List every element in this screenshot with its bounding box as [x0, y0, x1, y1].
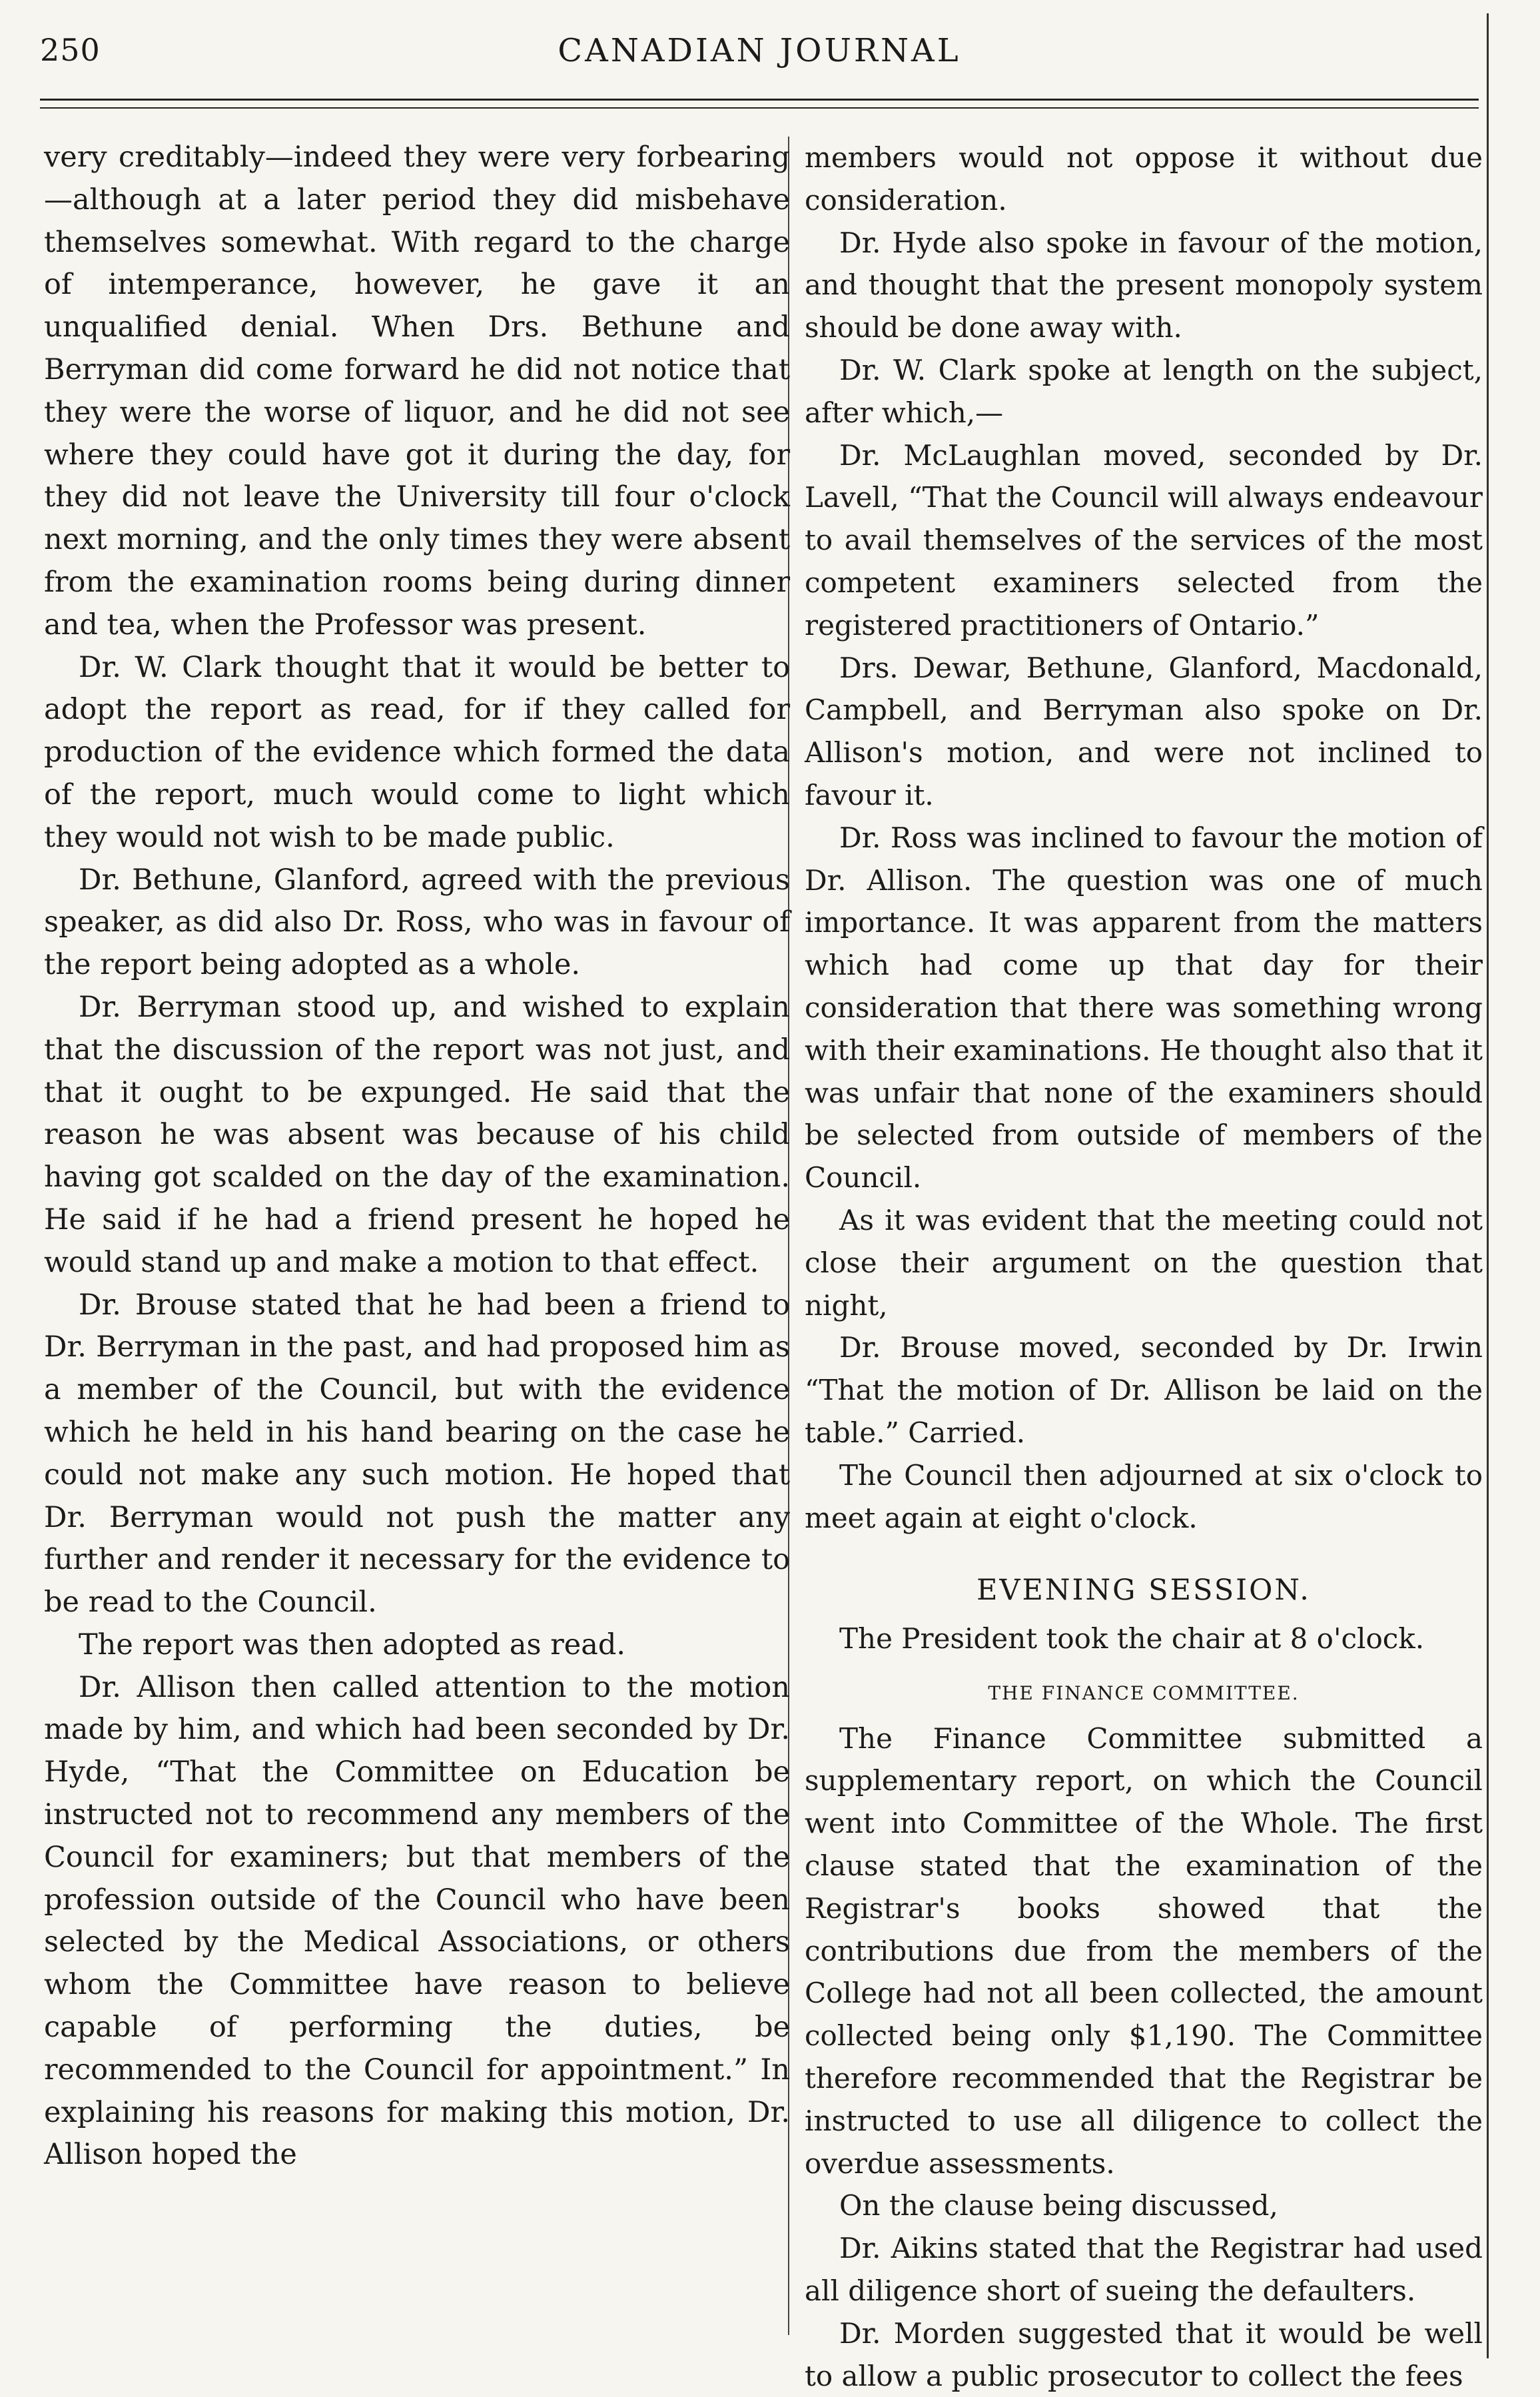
paragraph: Dr. Hyde also spoke in favour of the motion, and thought that the present monopoly system should be done away with.	[805, 226, 1483, 344]
paragraph: Dr. Ross was inclined to favour the motion of Dr. Allison. The question was one of much importance. It was apparent from the matters which had come up that day for their consideration that there was something wrong with their examinations. He thought also that it was unfair that none of the examiners should be selected from outside of members of the Council.	[805, 821, 1483, 1195]
paragraph: On the clause being discussed,	[839, 2189, 1278, 2222]
paragraph: Dr. Brouse stated that he had been a friend to Dr. Berryman in the past, and had proposed him as a member of the Council, but with the evidence which he held in his hand bearing on the case he could not make any such motion. He hoped that Dr. Berryman would not push the matter any further and render it necessary for the evidence to be read to the Council.	[44, 1288, 790, 1620]
paragraph: The report was then adopted as read.	[79, 1628, 626, 1662]
paragraph: Dr. W. Clark thought that it would be better to adopt the report as read, for if they called for production of the evidence which formed the data of the report, much would come to light which they would not wish to be made public.	[44, 650, 790, 854]
paragraph: Dr. Bethune, Glanford, agreed with the previous speaker, as did also Dr. Ross, who was in favour of the report being adopted as a whole.	[44, 863, 790, 982]
paragraph: Dr. Brouse moved, seconded by Dr. Irwin “That the motion of Dr. Allison be laid on the table.” Carried.	[805, 1331, 1483, 1449]
paragraph: Dr. Berryman stood up, and wished to explain that the discussion of the report was not just, and that it ought to be expunged. He said that the reason he was absent was because of his child having got scalded on the day of the examination. He said if he had a friend present he hoped he would stand up and make a motion to that effect.	[44, 990, 790, 1279]
paragraph: The Council then adjourned at six o'clock to meet again at eight o'clock.	[805, 1458, 1483, 1534]
paragraph: Drs. Dewar, Bethune, Glanford, Macdonald, Campbell, and Berryman also spoke on Dr. Allison's motion, and were not inclined to favour it.	[805, 651, 1483, 811]
subsection-heading: THE FINANCE COMMITTEE.	[988, 1681, 1300, 1704]
paragraph: very creditably—indeed they were very forbearing—although at a later period they did misbehave themselves somewhat. With regard to the charge of intemperance, however, he gave it an unqualified denial. When Drs. Bethune and Berryman did come forward he did not notice that they were the worse of liquor, and he did not see where they could have got it during the day, for they did not leave the University till four o'clock next morning, and the only times they were absent from the examination rooms being during dinner and tea, when the Professor was present.	[44, 141, 790, 642]
paragraph: Dr. Morden suggested that it would be well to allow a public prosecutor to collect the fees	[805, 2316, 1483, 2392]
page-edge-rule	[1487, 13, 1489, 2358]
paragraph: Dr. McLaughlan moved, seconded by Dr. Lavell, “That the Council will always endeavour to avail themselves of the services of the most competent examiners selected from the registered practitioners of Ontario.”	[805, 438, 1483, 642]
header-double-rule	[40, 99, 1479, 109]
section-heading: EVENING SESSION.	[976, 1574, 1311, 1608]
paragraph: The Finance Committee submitted a supplementary report, on which the Council went into Committee of the Whole. The first clause stated that the examination of the Registrar's books showed that the contributions due from the members of the College had not all been collected, the amount collected being only $1,190. The Committee therefore recommended that the Registrar be instructed to use all diligence to collect the overdue assessments.	[805, 1721, 1483, 2180]
paragraph: Dr. W. Clark spoke at length on the subject, after which,—	[805, 353, 1483, 429]
paragraph: Dr. Allison then called attention to the motion made by him, and which had been seconded by Dr. Hyde, “That the Committee on Education be instructed not to recommend any members of the Council for examiners; but that members of the profession outside of the Council who have been selected by the Medical Associations, or others whom the Committee have reason to believe capable of performing the duties, be recommended to the Council for appointment.” In explaining his reasons for making this motion, Dr. Allison hoped the	[44, 1670, 790, 2172]
page-number: 250	[40, 32, 101, 68]
paragraph: As it was evident that the meeting could not close their argument on the question that night,	[805, 1203, 1483, 1322]
right-column	[805, 137, 1483, 2397]
paragraph: members would not oppose it without due consideration.	[805, 141, 1483, 217]
paragraph: The President took the chair at 8 o'clock.	[839, 1622, 1425, 1656]
left-column	[44, 137, 790, 2176]
running-title: CANADIAN JOURNAL	[558, 32, 961, 69]
paragraph: Dr. Aikins stated that the Registrar had used all diligence short of sueing the defaulters.	[805, 2232, 1483, 2308]
page-header	[40, 32, 1479, 85]
